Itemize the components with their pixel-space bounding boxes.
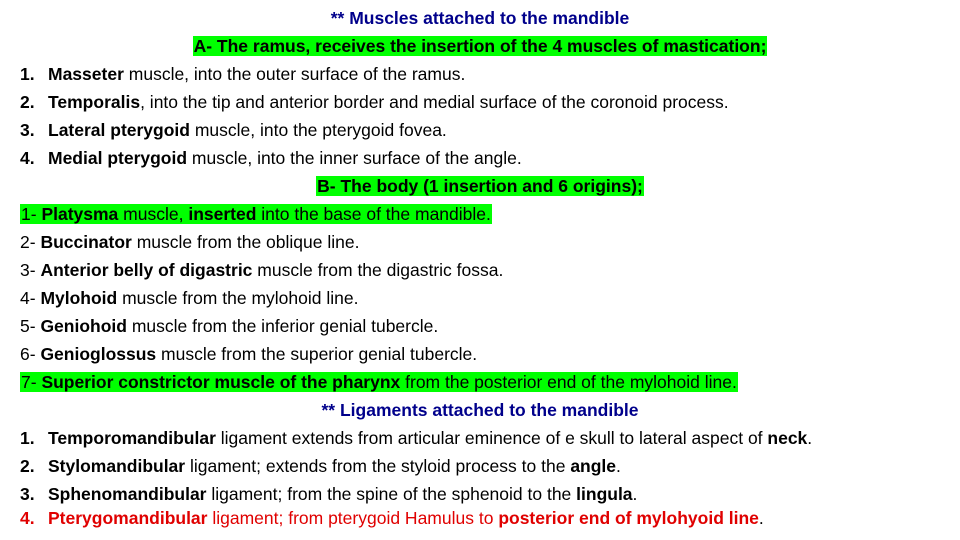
muscle-name: Medial pterygoid — [48, 148, 188, 168]
muscle-name: Anterior belly of digastric — [40, 260, 253, 280]
ligaments-heading-text: ** Ligaments attached to the mandible — [321, 400, 639, 420]
muscle-name: Genioglossus — [40, 344, 157, 364]
muscle-name: Platysma — [41, 204, 119, 224]
item-number: 2- — [20, 232, 41, 252]
muscle-name: Geniohoid — [40, 316, 127, 336]
ligaments-heading — [0, 398, 960, 423]
ligament-item — [20, 506, 764, 531]
item-text: muscle, into the outer surface of the ramus. — [123, 64, 466, 84]
ramus-heading — [0, 34, 960, 59]
ligament-item — [20, 426, 812, 451]
ligament-name: Sphenomandibular — [48, 484, 207, 504]
body-item-highlight — [20, 372, 738, 392]
item-number: 2. — [20, 456, 35, 476]
item-text: muscle from the mylohoid line. — [117, 288, 359, 308]
item-number: 3. — [20, 120, 35, 140]
muscle-name: Masseter — [48, 64, 124, 84]
item-number: 3. — [20, 484, 35, 504]
body-heading — [0, 174, 960, 199]
muscle-name: Buccinator — [40, 232, 132, 252]
item-emphasis: inserted — [188, 204, 257, 224]
item-number: 7- — [21, 372, 42, 392]
item-text: , into the tip and anterior border and medial surface of the coronoid process. — [140, 92, 729, 112]
ramus-item — [20, 90, 729, 115]
item-end: . — [758, 508, 764, 528]
muscle-name: Superior constrictor muscle of the pharynx — [41, 372, 401, 392]
muscles-heading — [0, 6, 960, 31]
item-number: 4. — [20, 148, 35, 168]
ramus-item — [20, 146, 522, 171]
ramus-item — [20, 62, 465, 87]
item-text: from the posterior end of the mylohoid line. — [400, 372, 737, 392]
item-number: 1- — [21, 204, 42, 224]
ligament-name: Pterygomandibular — [48, 508, 208, 528]
item-end: . — [807, 428, 813, 448]
body-item — [20, 202, 492, 227]
item-number: 6- — [20, 344, 41, 364]
item-number: 4. — [20, 508, 35, 528]
item-number: 3- — [20, 260, 41, 280]
item-number: 2. — [20, 92, 35, 112]
body-item — [20, 342, 477, 367]
body-heading-text: B- The body (1 insertion and 6 origins); — [317, 176, 643, 196]
item-text: muscle, into the inner surface of the angle. — [187, 148, 522, 168]
muscle-name: Lateral pterygoid — [48, 120, 190, 140]
item-emphasis: neck — [767, 428, 808, 448]
muscle-name: Temporalis — [48, 92, 141, 112]
item-emphasis: angle — [570, 456, 617, 476]
body-item — [20, 314, 438, 339]
item-text: ligament; extends from the styloid process to the — [185, 456, 571, 476]
ligament-item — [20, 482, 637, 507]
body-item-highlight — [20, 204, 492, 224]
item-text: ligament; from pterygoid Hamulus to — [207, 508, 499, 528]
ligament-name: Temporomandibular — [48, 428, 216, 448]
ligament-item — [20, 454, 621, 479]
body-item — [20, 286, 358, 311]
item-emphasis: lingula — [576, 484, 633, 504]
muscle-name: Mylohoid — [40, 288, 118, 308]
item-text: muscle, — [118, 204, 189, 224]
item-emphasis: posterior end of mylohyoid line — [498, 508, 759, 528]
body-item — [20, 230, 359, 255]
item-text: into the base of the mandible. — [256, 204, 491, 224]
item-text: muscle, into the pterygoid fovea. — [189, 120, 447, 140]
item-text: muscle from the inferior genial tubercle. — [126, 316, 439, 336]
item-number: 5- — [20, 316, 41, 336]
ramus-heading-text: A- The ramus, receives the insertion of the 4 muscles of mastication; — [193, 36, 767, 56]
item-end: . — [632, 484, 638, 504]
item-text: muscle from the superior genial tubercle. — [156, 344, 478, 364]
item-number: 1. — [20, 64, 35, 84]
item-text: muscle from the oblique line. — [131, 232, 360, 252]
item-number: 1. — [20, 428, 35, 448]
item-number: 4- — [20, 288, 41, 308]
item-end: . — [616, 456, 621, 476]
muscles-heading-text: ** Muscles attached to the mandible — [330, 8, 630, 28]
body-item — [20, 258, 503, 283]
body-item — [20, 370, 738, 395]
item-text: ligament; from the spine of the sphenoid to the — [206, 484, 577, 504]
item-text: muscle from the digastric fossa. — [252, 260, 504, 280]
ligament-name: Stylomandibular — [48, 456, 186, 476]
item-text: ligament extends from articular eminence of e skull to lateral aspect of — [215, 428, 768, 448]
ramus-item — [20, 118, 447, 143]
